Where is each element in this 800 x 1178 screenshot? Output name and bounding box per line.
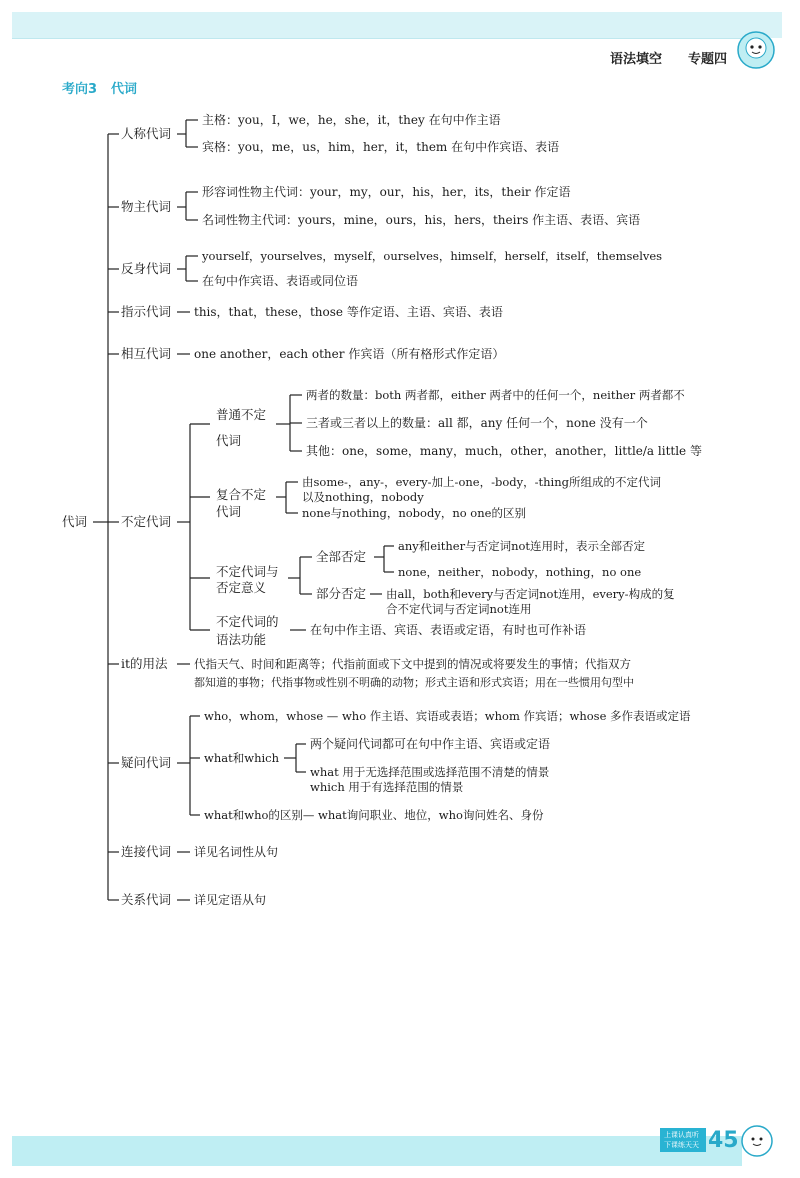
which-item: what 用于无选择范围或选择范围不清楚的情景 bbox=[310, 765, 550, 779]
relative-label: 关系代词 bbox=[121, 892, 172, 907]
possessive-item: 形容词性物主代词：your，my，our，his，her，its，their 作定语 bbox=[202, 185, 571, 199]
common-label: 普通不定 bbox=[216, 407, 267, 422]
partial-negation-text: 合不定代词与否定词not连用 bbox=[386, 602, 532, 616]
it-usage-text: 都知道的事物；代指事物或性别不明确的动物；形式主语和形式宾语；用在一些惯用句型中 bbox=[194, 676, 634, 689]
interrogative-whatwho: what和who的区别— what询问职业、地位，who询问姓名、身份 bbox=[204, 808, 544, 822]
mascot-icon bbox=[740, 1124, 774, 1158]
indefinite-label: 不定代词 bbox=[121, 514, 172, 529]
footer-band bbox=[12, 1136, 742, 1166]
which-item: which 用于有选择范围的情景 bbox=[310, 780, 464, 794]
title-name: 代词 bbox=[111, 82, 138, 97]
negation-label: 否定意义 bbox=[216, 580, 267, 595]
demonstrative-text: this，that，these，those 等作定语、主语、宾语、表语 bbox=[194, 305, 503, 319]
reflexive-item: 在句中作宾语、表语或同位语 bbox=[202, 274, 359, 288]
compound-label: 复合不定 bbox=[216, 487, 267, 502]
function-label: 不定代词的 bbox=[216, 614, 279, 629]
conjunctive-label: 连接代词 bbox=[121, 844, 172, 859]
common-item: 两者的数量：both 两者都，either 两者中的任何一个，neither 两者都不 bbox=[306, 388, 685, 402]
relative-text: 详见定语从句 bbox=[194, 893, 267, 907]
personal-label: 人称代词 bbox=[121, 126, 172, 141]
interrogative-label: 疑问代词 bbox=[121, 755, 172, 770]
negation-label: 不定代词与 bbox=[216, 564, 279, 579]
header-topic: 专题四 bbox=[688, 52, 728, 67]
which-item: 两个疑问代词都可在句中作主语、宾语或定语 bbox=[310, 737, 551, 751]
possessive-item: 名词性物主代词：yours，mine，ours，his，hers，theirs 作主语、表语、宾语 bbox=[202, 213, 641, 227]
root-label: 代词 bbox=[62, 514, 88, 529]
personal-item: 主格：you，I，we，he，she，it，they 在句中作主语 bbox=[202, 113, 501, 127]
total-negation-label: 全部否定 bbox=[316, 549, 367, 564]
common-label: 代词 bbox=[216, 433, 242, 448]
interrogative-who: who，whom，whose — who 作主语、宾语或表语；whom 作宾语；whose 多作表语或定语 bbox=[204, 709, 691, 723]
personal-item: 宾格：you，me，us，him，her，it，them 在句中作宾语、表语 bbox=[202, 140, 560, 154]
function-label: 语法功能 bbox=[216, 632, 267, 647]
reciprocal-label: 相互代词 bbox=[121, 346, 172, 361]
reflexive-item: yourself，yourselves，myself，ourselves，himself，herself，itself，themselves bbox=[202, 249, 663, 263]
common-item: 其他：one，some，many，much，other，another，little/a little 等 bbox=[306, 444, 702, 458]
it-usage-text: 代指天气、时间和距离等；代指前面或下文中提到的情况或将要发生的事情；代指双方 bbox=[194, 657, 631, 671]
footer-slogan: 下课练天天 bbox=[664, 1141, 699, 1149]
compound-item: none与nothing，nobody，no one的区别 bbox=[302, 506, 526, 520]
demonstrative-label: 指示代词 bbox=[121, 304, 172, 319]
function-text: 在句中作主语、宾语、表语或定语，有时也可作补语 bbox=[310, 623, 587, 637]
common-item: 三者或三者以上的数量：all 都，any 任何一个，none 没有一个 bbox=[306, 416, 648, 430]
compound-item: 由some-，any-，every-加上-one，-body，-thing所组成的不定代词 bbox=[302, 475, 661, 489]
conjunctive-text: 详见名词性从句 bbox=[194, 845, 279, 859]
reflexive-label: 反身代词 bbox=[121, 261, 172, 276]
page-number: 45 bbox=[708, 1128, 739, 1153]
compound-label: 代词 bbox=[216, 504, 242, 519]
partial-negation-text: 由all，both和every与否定词not连用，every-构成的复 bbox=[386, 587, 675, 601]
partial-negation-label: 部分否定 bbox=[316, 586, 367, 601]
it-usage-label: it的用法 bbox=[121, 656, 168, 671]
header-section: 语法填空 bbox=[610, 52, 663, 67]
interrogative-which-label: what和which bbox=[204, 751, 280, 765]
total-negation-item: any和either与否定词not连用时，表示全部否定 bbox=[398, 539, 646, 553]
total-negation-item: none，neither，nobody，nothing，no one bbox=[398, 565, 642, 579]
footer-slogan: 上课认真听 bbox=[664, 1131, 699, 1139]
compound-item: 以及nothing，nobody bbox=[302, 490, 424, 504]
reciprocal-text: one another，each other 作宾语（所有格形式作定语） bbox=[194, 347, 505, 361]
title-prefix: 考向3 bbox=[62, 82, 98, 97]
possessive-label: 物主代词 bbox=[121, 199, 172, 214]
